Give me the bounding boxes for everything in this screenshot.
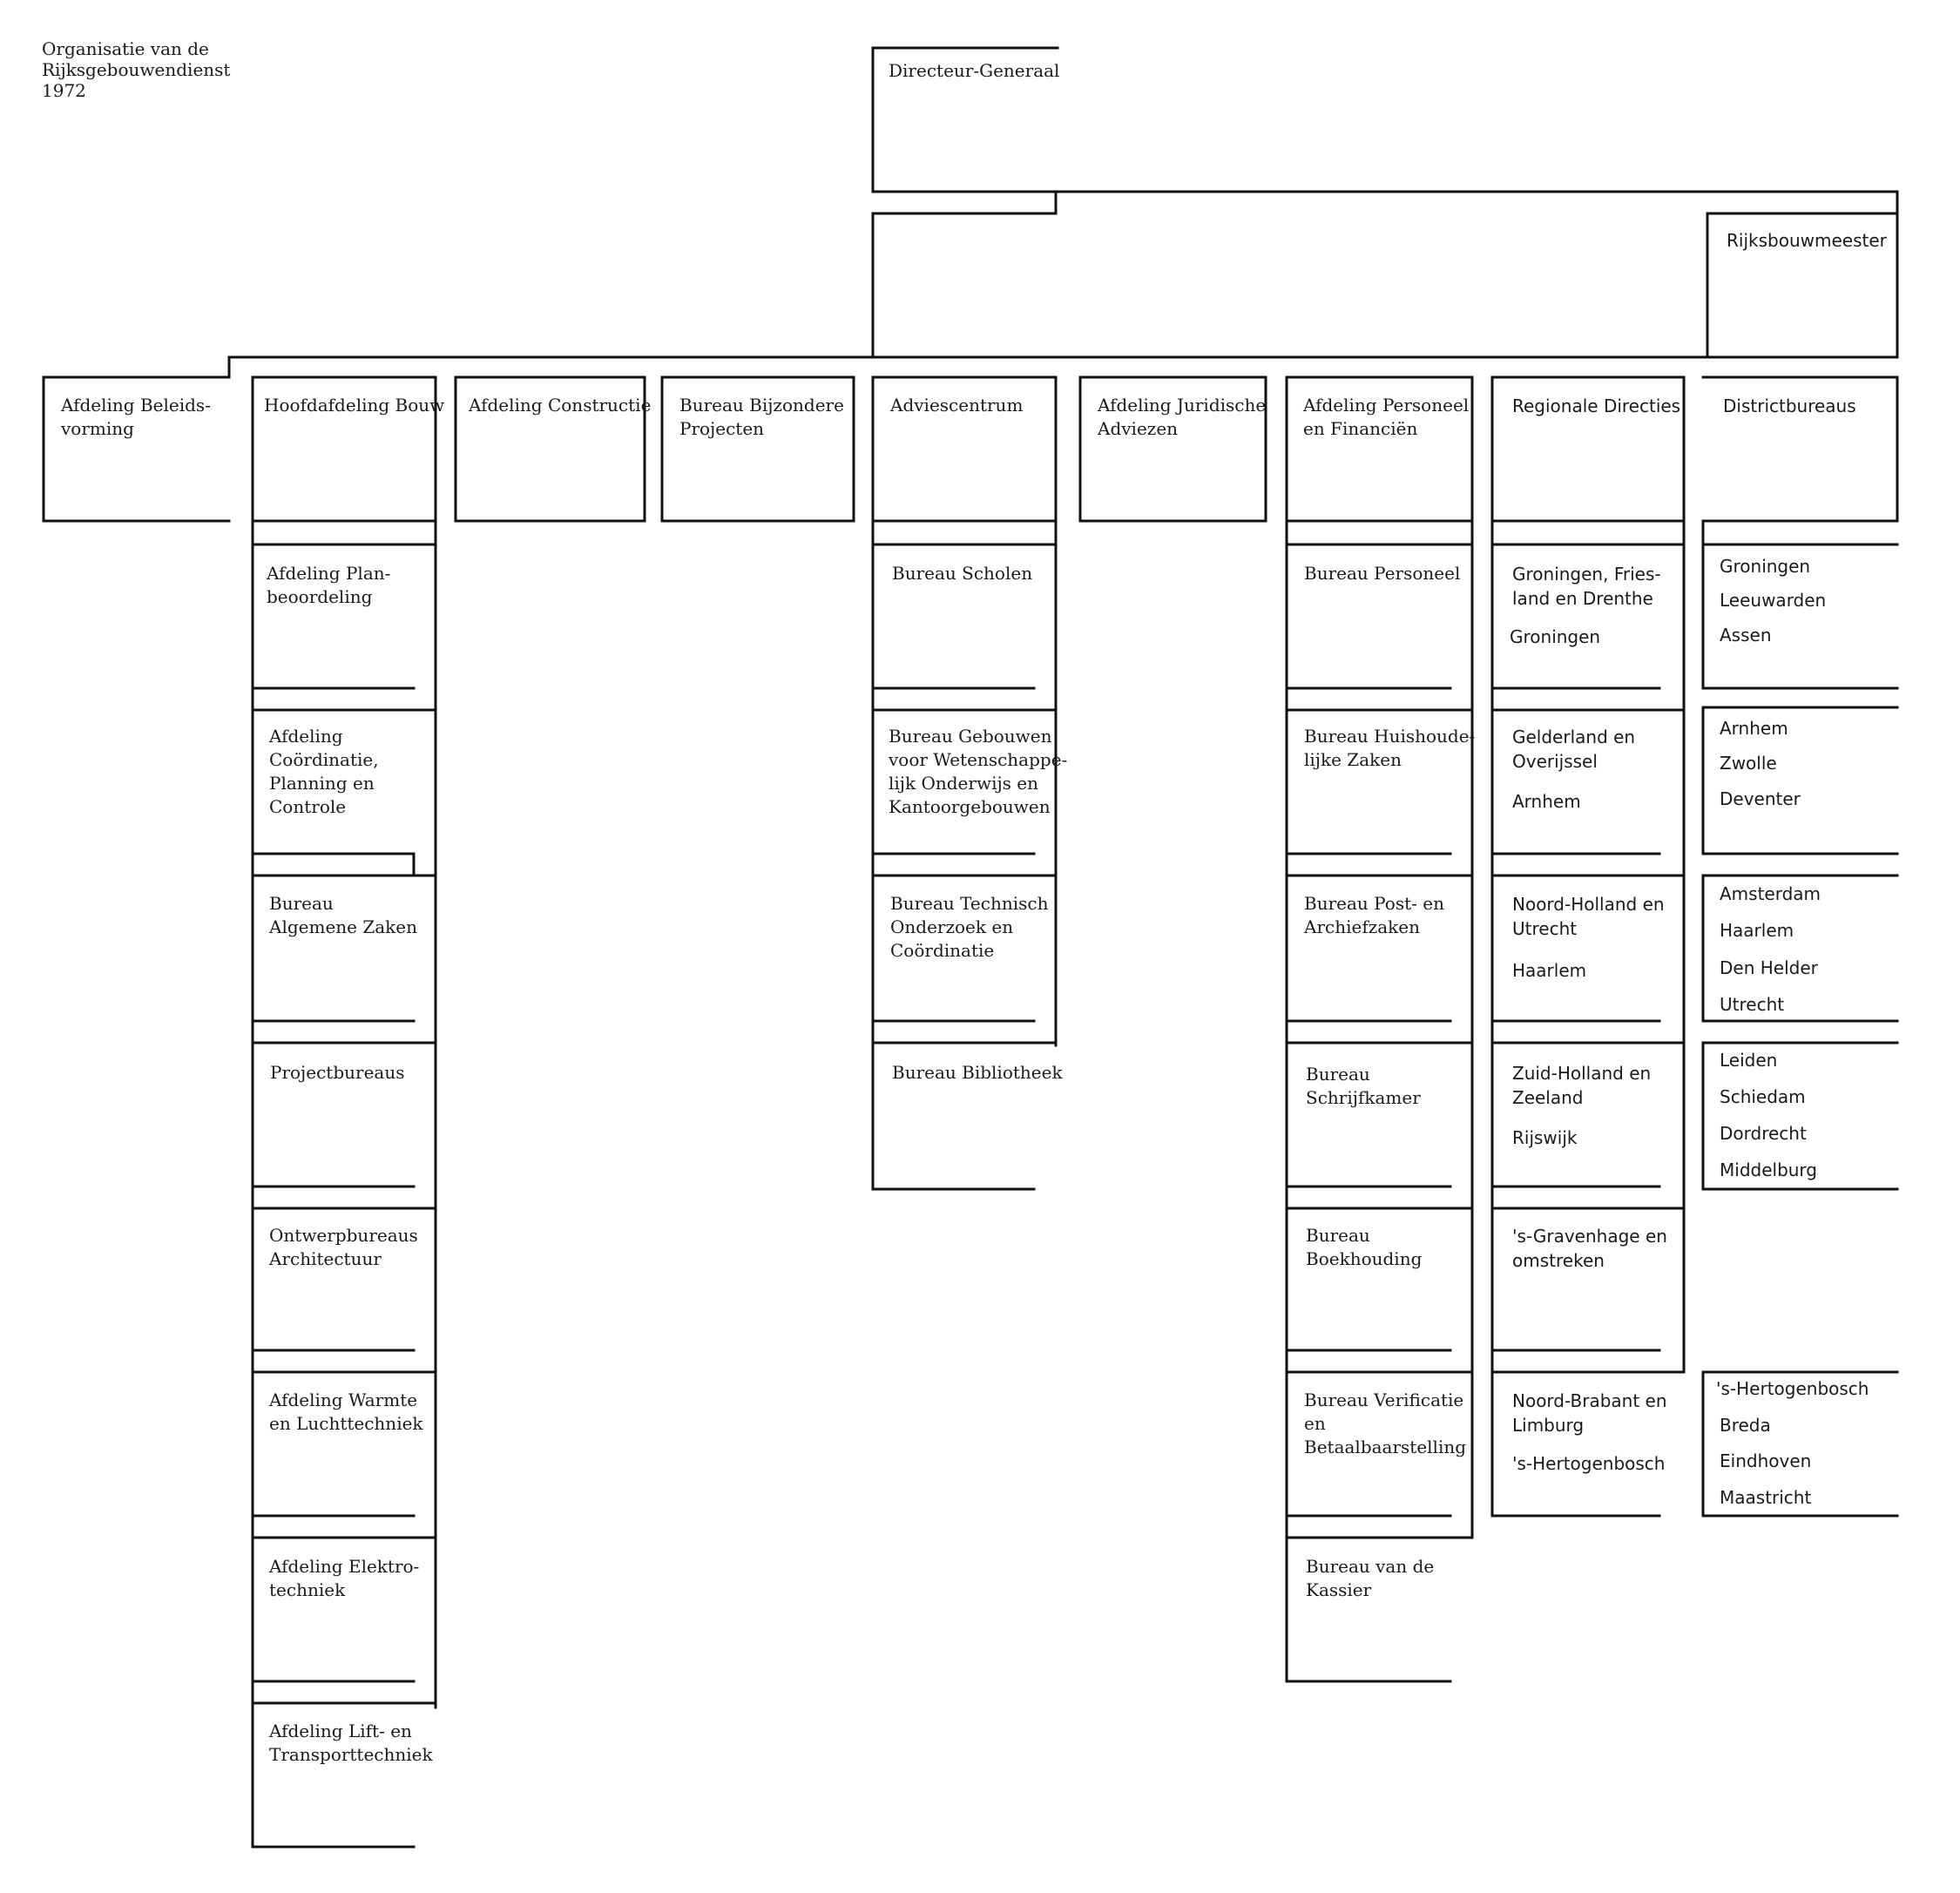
rijksbouwmeester-label: Rijksbouwmeester <box>1727 230 1887 251</box>
regional-directorate: 's-Gravenhage en omstreken <box>1512 1226 1667 1271</box>
bouw-unit: Afdeling Elektro- techniek <box>269 1556 420 1600</box>
advies-unit: Bureau Bibliotheek <box>892 1062 1063 1083</box>
dept-personeel-financien: Afdeling Personeel en Financiën <box>1303 395 1470 439</box>
dept-beleidsvorming: Afdeling Beleids- vorming <box>61 395 211 439</box>
personeel-unit: Bureau Schrijfkamer <box>1306 1064 1421 1108</box>
bouw-unit: Afdeling Lift- en Transporttechniek <box>269 1721 433 1765</box>
personeel-unit: Bureau van de Kassier <box>1306 1556 1435 1600</box>
bouw-unit: Projectbureaus <box>270 1062 405 1083</box>
advies-unit: Bureau Gebouwen voor Wetenschappe- lijk Onderwijs en Kantoorgebouwen <box>889 726 1068 817</box>
top-connectors <box>44 48 1897 521</box>
district-column <box>1703 521 1897 1516</box>
personeel-unit: Bureau Post- en Archiefzaken <box>1304 893 1444 937</box>
district-office: Maastricht <box>1720 1487 1812 1508</box>
district-office: Leiden <box>1720 1050 1778 1071</box>
bouw-unit: Bureau Algemene Zaken <box>269 893 418 937</box>
advies-column <box>873 521 1056 1189</box>
personeel-unit: Bureau Personeel <box>1304 563 1461 584</box>
regional-directorate: Noord-Brabant en Limburg <box>1512 1390 1667 1436</box>
bouw-unit: Ontwerpbureaus Architectuur <box>269 1225 418 1269</box>
dept-hoofdafdeling-bouw: Hoofdafdeling Bouw <box>264 395 445 416</box>
dept-adviescentrum: Adviescentrum <box>890 395 1024 416</box>
regional-seat: Haarlem <box>1512 960 1587 981</box>
bouw-unit: Afdeling Plan- beoordeling <box>267 563 391 607</box>
regional-directorate: Zuid-Holland en Zeeland <box>1512 1063 1652 1108</box>
district-office: Leeuwarden <box>1720 590 1827 611</box>
district-office: Deventer <box>1720 788 1801 809</box>
district-office: Den Helder <box>1720 957 1818 978</box>
district-office: 's-Hertogenbosch <box>1716 1378 1869 1399</box>
regional-seat: Rijswijk <box>1512 1127 1578 1148</box>
regional-directorate: Gelderland en Overijssel <box>1512 727 1636 772</box>
bouw-unit: Afdeling Coördinatie, Planning en Controle <box>269 726 379 817</box>
bouw-unit: Afdeling Warmte en Luchttechniek <box>269 1389 423 1434</box>
regional-seat: Groningen <box>1510 626 1601 647</box>
personeel-unit: Bureau Boekhouding <box>1306 1225 1423 1269</box>
dept-constructie: Afdeling Constructie <box>469 395 652 416</box>
regional-seat: Arnhem <box>1512 791 1581 812</box>
dept-districtbureaus: Districtbureaus <box>1723 396 1856 416</box>
advies-unit: Bureau Scholen <box>892 563 1033 584</box>
district-office: Middelburg <box>1720 1159 1818 1180</box>
advies-unit: Bureau Technisch Onderzoek en Coördinatie <box>890 893 1049 961</box>
district-office: Zwolle <box>1720 753 1777 774</box>
bouw-column <box>253 521 436 1847</box>
district-office: Dordrecht <box>1720 1123 1807 1144</box>
dept-bijzondere-projecten: Bureau Bijzondere Projecten <box>679 395 844 439</box>
district-office: Eindhoven <box>1720 1450 1812 1471</box>
district-office: Schiedam <box>1720 1086 1806 1107</box>
regional-directorate: Groningen, Fries- land en Drenthe <box>1512 564 1661 609</box>
regionale-column <box>1492 521 1684 1516</box>
district-office: Groningen <box>1720 556 1811 577</box>
personeel-unit: Bureau Huishoude- lijke Zaken <box>1304 726 1476 770</box>
dept-regionale-directies: Regionale Directies <box>1512 396 1681 416</box>
district-office: Haarlem <box>1720 920 1794 941</box>
chart-title: Organisatie van de Rijksgebouwendienst 1972 <box>42 38 231 101</box>
district-office: Assen <box>1720 625 1772 646</box>
district-office: Utrecht <box>1720 994 1785 1015</box>
director-general-label: Directeur-Generaal <box>889 60 1060 81</box>
district-office: Breda <box>1720 1415 1771 1436</box>
district-office: Arnhem <box>1720 718 1788 739</box>
regional-directorate: Noord-Holland en Utrecht <box>1512 894 1665 939</box>
personeel-unit: Bureau Verificatie en Betaalbaarstelling <box>1304 1389 1467 1457</box>
regional-seat: 's-Hertogenbosch <box>1512 1453 1666 1474</box>
district-office: Amsterdam <box>1720 883 1821 904</box>
dept-juridische-adviezen: Afdeling Juridische Adviezen <box>1098 395 1267 439</box>
